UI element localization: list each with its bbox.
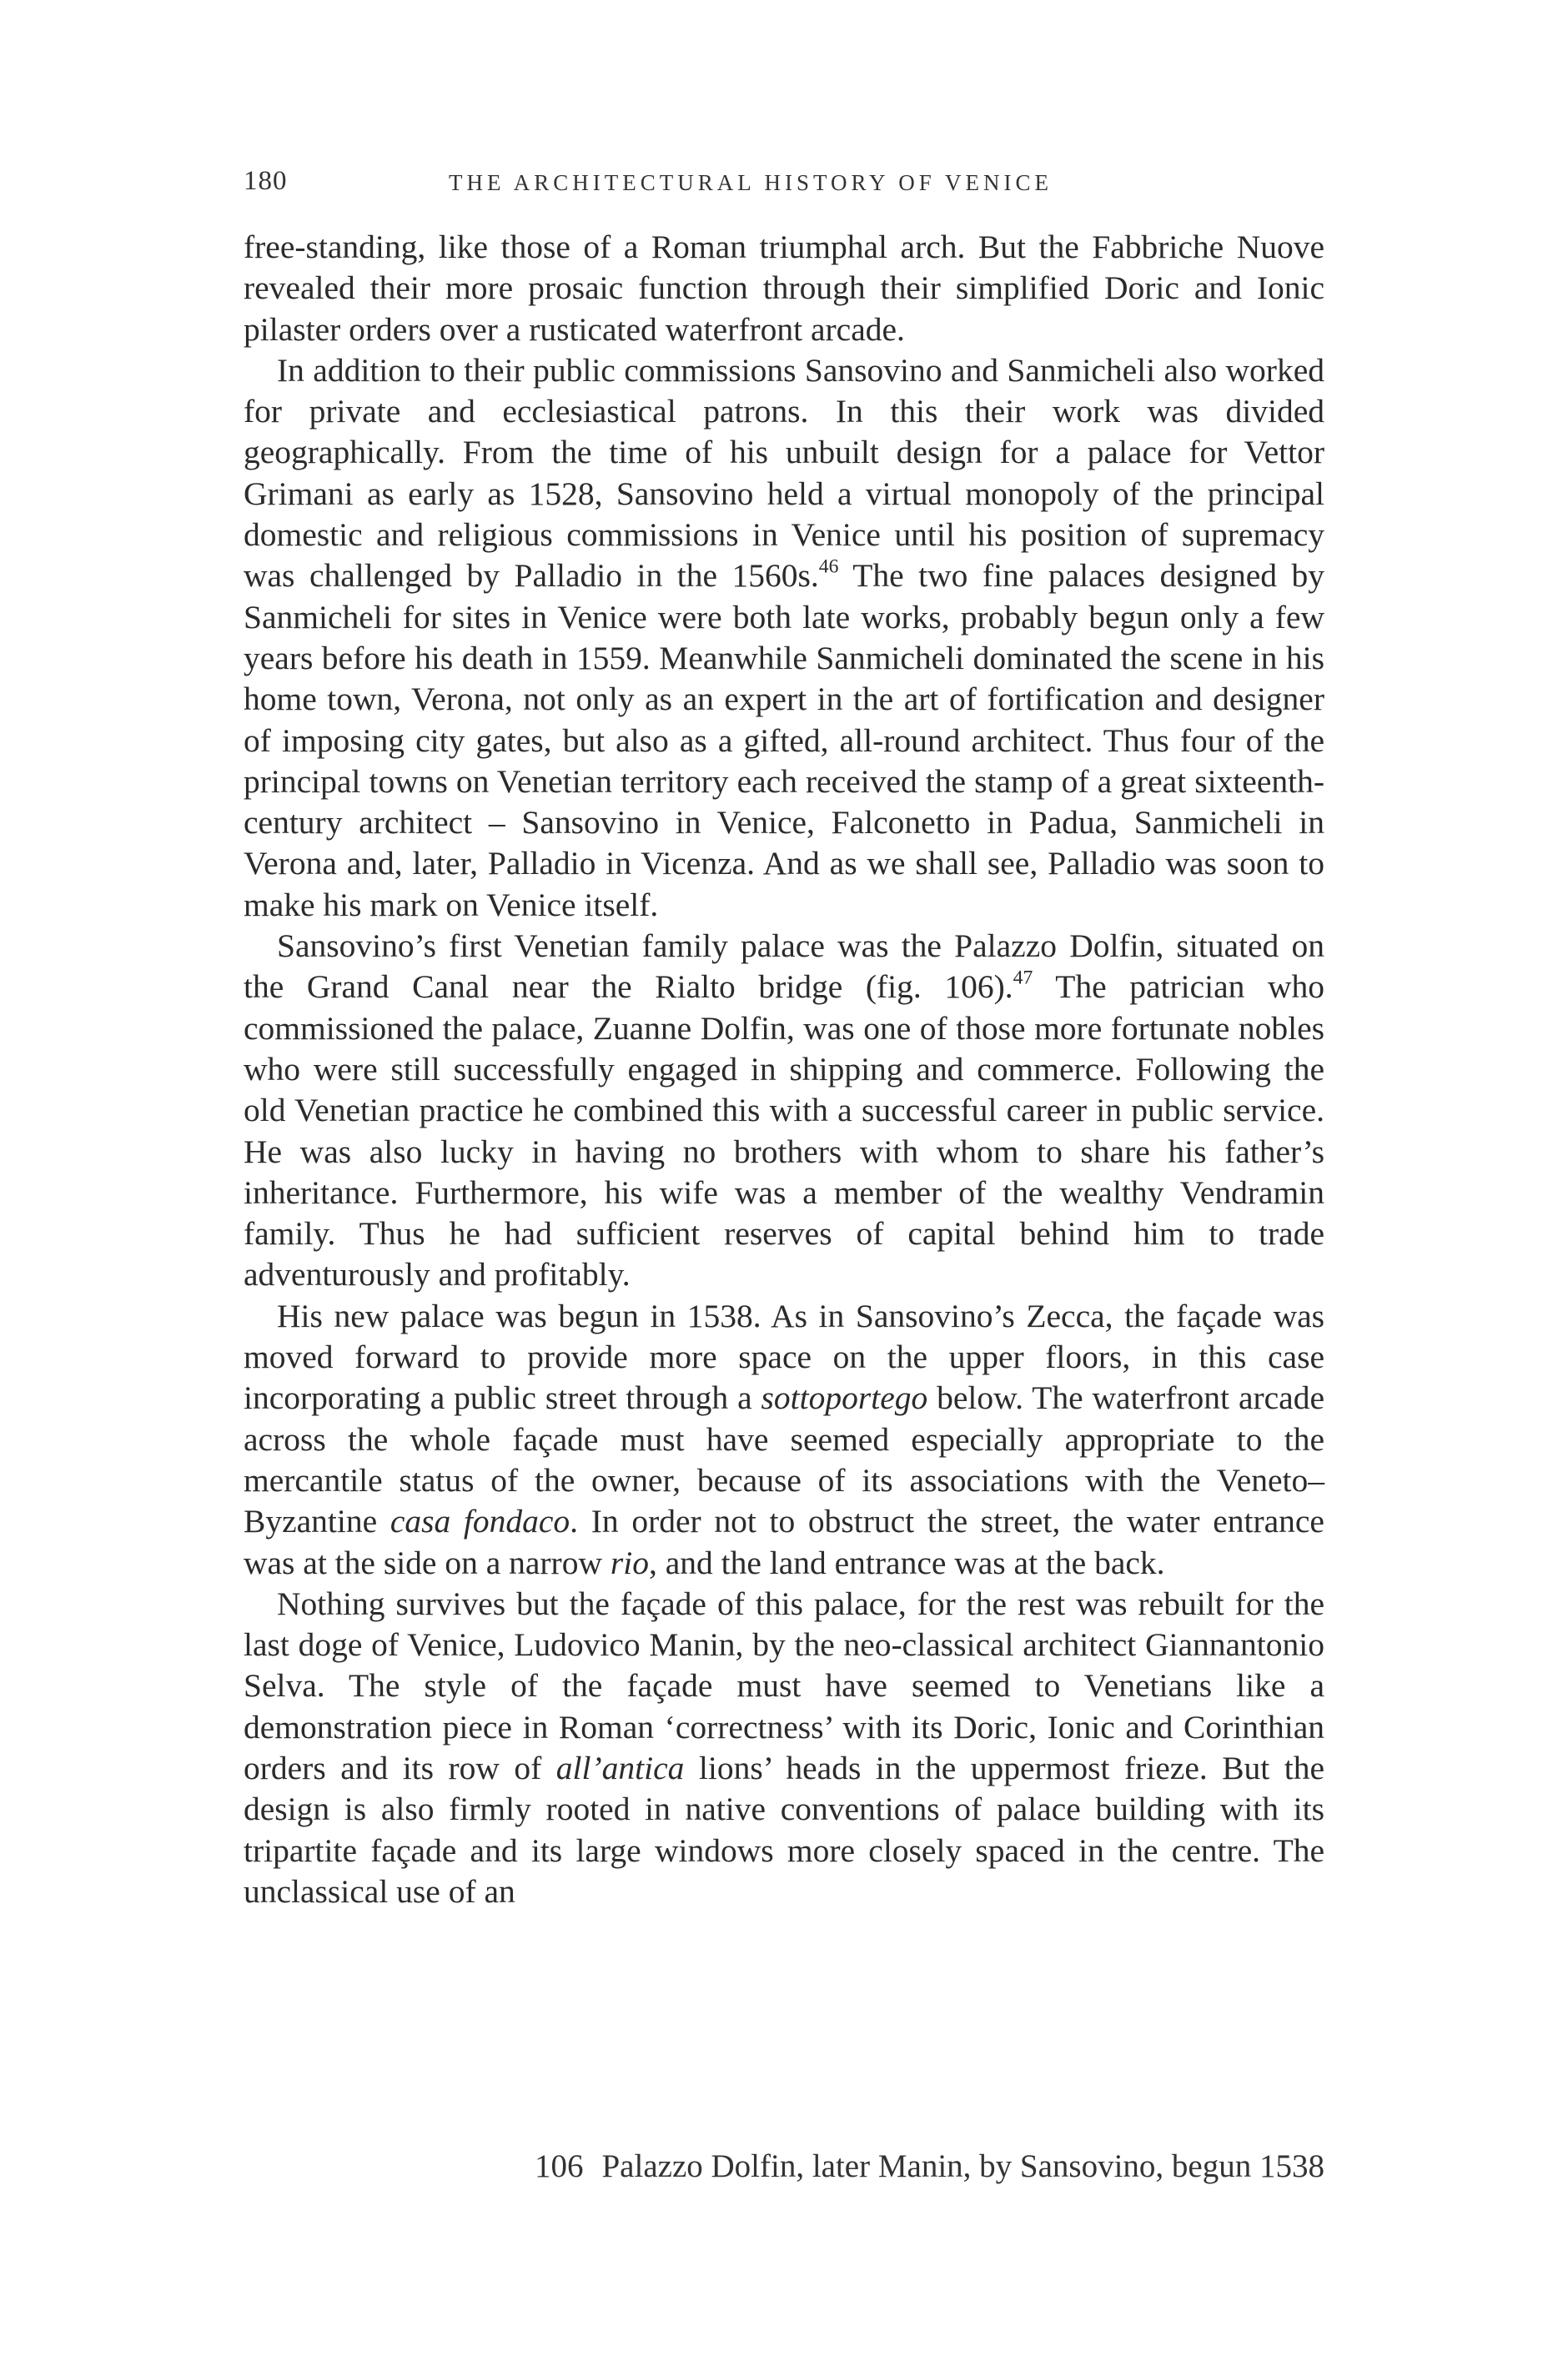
figure-caption xyxy=(467,2147,1324,2185)
running-head: THE ARCHITECTURAL HISTORY OF VENICE xyxy=(449,170,1053,195)
paragraph-4: His new palace was begun in 1538. As in Sansovino’s Zecca, the façade was moved forward to provide more space on the upper floors, in this case incorporating a public street through a sottoportego below. The waterfront arcade across the whole façade must have seemed especially appropriate to the mercantile status of the owner, because of its associations with the Veneto–Byzantine casa fondaco. In order not to obstruct the street, the water entrance was at the side on a narrow rio, and the land entrance was at the back. xyxy=(244,1297,1324,1581)
footnote-ref-47[interactable]: 47 xyxy=(1013,967,1033,989)
paragraph-2: In addition to their public commissions Sansovino and Sanmicheli also worked for private and ecclesiastical patrons. In this their work was divided geographically. From the time of his unbuilt design for a palace for Vettor Grimani as early as 1528, Sansovino held a virtual monopoly of the principal domestic and religious commissions in Venice until his position of supremacy was challenged by Palladio in the 1560s.$^{46}$ The two fine palaces designed by Sanmicheli for sites in Venice were both late works, probably begun only a few years before his death in 1559. Meanwhile Sanmicheli dominated the scene in his home town, Verona, not only as an expert in the art of fortification and designer of imposing city gates, but also as a gifted, all-round architect. Thus four of the principal towns on Venetian territory each received the stamp of a great sixteenth-century architect – Sansovino in Venice, Falconetto in Padua, Sanmicheli in Verona and, later, Palladio in Vicenza. And as we shall see, Palladio was soon to make his mark on Venice itself. xyxy=(244,351,1324,923)
paragraph-1: free-standing, like those of a Roman triumphal arch. But the Fabbriche Nuove revealed their more prosaic function through their simplified Doric and Ionic pilaster orders over a rusticated waterfront arcade. xyxy=(244,229,1324,348)
paragraph-5: Nothing survives but the façade of this palace, for the rest was rebuilt for the last doge of Venice, Ludovico Manin, by the neo-classical architect Giannantonio Selva. The style of the façade must have seemed to Venetians like a demonstration piece in Roman ‘correctness’ with its Doric, Ionic and Corinthian orders and its row of all’antica lions’ heads in the uppermost frieze. But the design is also firmly rooted in native conventions of palace building with its tripartite façade and its large windows more closely spaced in the centre. The unclassical use of an xyxy=(244,1585,1325,1910)
caption-text: Palazzo Dolfin, later Manin, by Sansovino, begun 1538 xyxy=(601,2148,1324,2184)
footnote-ref-46[interactable]: 46 xyxy=(818,555,839,578)
page-number: 180 xyxy=(244,166,288,196)
figure-number: 106 xyxy=(534,2148,584,2184)
body-text xyxy=(244,227,1324,1912)
paragraph-3: Sansovino’s first Venetian family palace was the Palazzo Dolfin, situated on the Grand Canal near the Rialto bridge (fig. 106).$^{47}$ The patrician who commissioned the palace, Zuanne Dolfin, was one of those more fortunate nobles who were still successfully engaged in shipping and commerce. Following the old Venetian practice he combined this with a successful career in public service. He was also lucky in having no brothers with whom to share his father’s inheritance. Furthermore, his wife was a member of the wealthy Vendramin family. Thus he had sufficient reserves of capital behind him to trade adventurously and profitably. xyxy=(244,927,1324,1294)
